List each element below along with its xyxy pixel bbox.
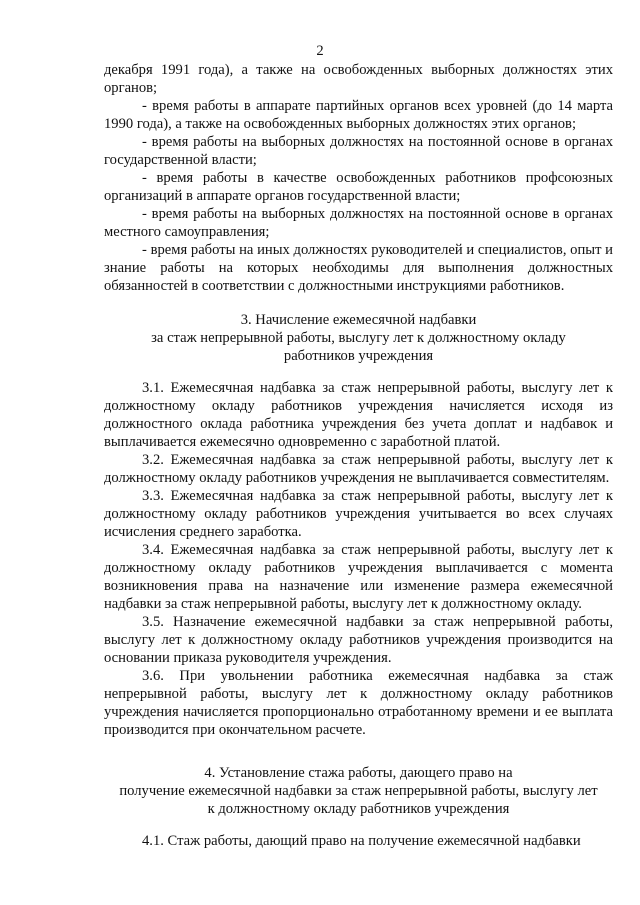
clause-3-1: 3.1. Ежемесячная надбавка за стаж непрерывной работы, выслугу лет к должностному окладу работников учреждения начисляется исходя из должностного оклада работника учреждения без учета доплат и надбавок и выплачивается ежемесячно одновременно с заработной платой.: [104, 380, 613, 450]
list-item-trade-unions: - время работы в качестве освобожденных работников профсоюзных организаций в аппарате органов государственной власти;: [104, 170, 613, 204]
clause-3-2: 3.2. Ежемесячная надбавка за стаж непрерывной работы, выслугу лет к должностному окладу работников учреждения не выплачивается совместителям.: [104, 452, 613, 486]
section-3-heading: [104, 311, 613, 365]
section-3-body: [104, 379, 613, 739]
list-item-other-positions: - время работы на иных должностях руководителей и специалистов, опыт и знание работы на которых необходимы для выполнения должностных обязанностей в соответствии с должностными инструкциями работников.: [104, 242, 613, 294]
section-4-heading-line-3: к должностному окладу работников учреждения: [207, 801, 510, 817]
clause-3-4: 3.4. Ежемесячная надбавка за стаж непрерывной работы, выслугу лет к должностному окладу работников учреждения выплачивается с момента возникновения права на назначение или изменение размера ежемесячной надбавки за стаж непрерывной работы, выслугу лет к должностному окладу.: [104, 542, 613, 612]
paragraph-continuation: декабря 1991 года), а также на освобожденных выборных должностях этих органов;: [104, 62, 613, 96]
intro-block: [104, 61, 613, 295]
list-item-state-authorities: - время работы на выборных должностях на постоянной основе в органах государственной власти;: [104, 134, 613, 168]
clause-3-3: 3.3. Ежемесячная надбавка за стаж непрерывной работы, выслугу лет к должностному окладу работников учреждения учитывается во всех случаях исчисления среднего заработка.: [104, 488, 613, 540]
section-4-heading-line-2: получение ежемесячной надбавки за стаж непрерывной работы, выслугу лет: [119, 783, 598, 799]
list-item-party-organs: - время работы в аппарате партийных органов всех уровней (до 14 марта 1990 года), а также на освобожденных выборных должностях этих органов;: [104, 98, 613, 132]
section-4-heading: [104, 764, 613, 818]
clause-3-6: 3.6. При увольнении работника ежемесячная надбавка за стаж непрерывной работы, выслугу лет к должностному окладу работников учреждения начисляется пропорционально отработанному времени и ее выплата производится при окончательном расчете.: [104, 668, 613, 738]
section-3-heading-line-2: за стаж непрерывной работы, выслугу лет к должностному окладу: [151, 330, 566, 346]
section-3-heading-line-3: работников учреждения: [283, 348, 434, 364]
list-item-local-government: - время работы на выборных должностях на постоянной основе в органах местного самоуправления;: [104, 206, 613, 240]
clause-3-5: 3.5. Назначение ежемесячной надбавки за стаж непрерывной работы, выслугу лет к должностному окладу работников учреждения производится на основании приказа руководителя учреждения.: [104, 614, 613, 666]
section-3-heading-line-1: 3. Начисление ежемесячной надбавки: [240, 312, 477, 328]
page-number: 2: [316, 43, 324, 59]
clause-4-1: 4.1. Стаж работы, дающий право на получение ежемесячной надбавки: [142, 833, 581, 849]
section-4-body: [104, 832, 613, 850]
section-4-heading-line-1: 4. Установление стажа работы, дающего право на: [204, 765, 513, 781]
